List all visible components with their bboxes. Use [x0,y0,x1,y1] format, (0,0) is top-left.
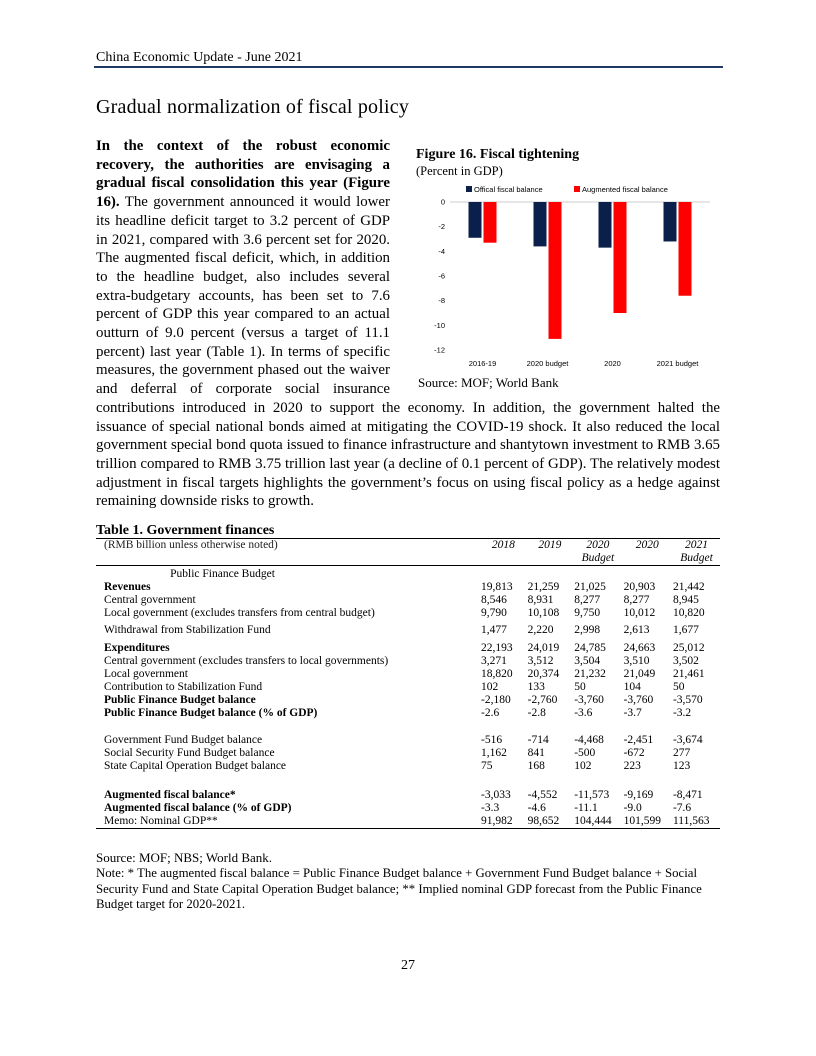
lead-sentence: In the context of the robust economic recovery, the authorities are envisaging a gradual fiscal consolidation this year (Figure 16). [96,138,390,211]
table-header-row [96,539,720,566]
cell-value: 102 [481,681,499,693]
cell-value: 22,193 [481,642,513,654]
table-row [96,694,720,707]
cell-value: -516 [481,734,503,746]
cell-value: -11.1 [574,802,598,814]
cell-value: 98,652 [526,815,573,829]
cell-value: 3,504 [574,655,601,667]
cell-value: 8,277 [623,594,650,606]
row-label: Central government (excludes transfers to local governments) [104,655,389,667]
cell-value: -7.6 [672,802,692,814]
cell-value: -2,760 [527,694,558,706]
header-rule [94,66,723,68]
column-header: 2020 Budget [572,539,621,566]
cell-value: 1,477 [481,624,507,636]
cell-value: -4,552 [527,789,558,801]
y-tick-label: -4 [438,246,445,256]
cell-value: 123 [672,760,691,772]
cell-value: -2,180 [481,694,511,706]
table-row [96,747,720,760]
page-number: 27 [401,958,415,973]
cell-value: 75 [481,760,493,772]
cell-value: 3,502 [672,655,699,667]
cell-value: 3,512 [527,655,554,667]
cell-value: 21,442 [672,581,705,593]
table-row [96,802,720,815]
y-tick-label: -2 [438,222,445,232]
y-tick-label: 0 [440,197,445,207]
column-header: 2020 [622,539,671,566]
cell-value: 20,903 [623,581,656,593]
x-tick-label: 2020 [604,359,621,368]
cell-value: 21,025 [574,581,606,593]
cell-value: 19,813 [481,581,513,593]
row-label: Social Security Fund Budget balance [104,747,275,759]
cell-value: -3,674 [672,734,703,746]
bar-augmented-fiscal-balance [549,202,562,339]
y-tick-label: -6 [438,271,445,281]
cell-value: 111,563 [671,815,720,829]
cell-value: -9.0 [623,802,642,814]
section-title: Gradual normalization of fiscal policy [96,96,410,118]
row-label: State Capital Operation Budget balance [104,760,287,772]
cell-value: 2,998 [574,624,601,636]
cell-value: -3,760 [574,694,604,706]
row-label: Augmented fiscal balance* [104,789,236,801]
cell-value: 8,546 [481,594,507,606]
cell-value: 10,012 [623,607,656,619]
table-note: Note: * The augmented fiscal balance = Public Finance Budget balance + Government Fund Budget balance + Social Security Fund and State Capital Operation Budget balance; ** Implied nominal GDP forecast from the Public Finance Budget target for 2020-2021. [96,866,702,911]
cell-value: 21,461 [672,668,705,680]
cell-value: 3,271 [481,655,507,667]
table-row [96,681,720,694]
x-tick-label: 2021 budget [656,359,699,368]
cell-value: 21,259 [527,581,560,593]
cell-value: 24,785 [574,642,606,654]
x-tick-label: 2020 budget [526,359,569,368]
figure-source: Source: MOF; World Bank [418,375,559,390]
cell-value: -672 [623,747,645,759]
legend-swatch [466,186,472,192]
row-label: Local government (excludes transfers from central budget) [104,607,375,619]
row-label: Local government [104,668,188,680]
cell-value: 104,444 [572,815,621,829]
bar-augmented-fiscal-balance [679,202,692,296]
table-row [96,815,720,829]
table-spacer [96,773,720,781]
cell-value: -3.2 [672,707,692,719]
cell-value: 8,277 [574,594,601,606]
chart-legend [466,185,668,194]
table-source: Source: MOF; NBS; World Bank. [96,850,273,865]
bar-augmented-fiscal-balance [614,202,627,313]
fiscal-balance-chart [410,180,720,375]
cell-value: 8,931 [527,594,554,606]
cell-value: -2.8 [527,707,546,719]
cell-value: -9,169 [623,789,654,801]
column-header: 2021 Budget [671,539,720,566]
table-row [96,637,720,655]
figure-subtitle: (Percent in GDP) [416,164,503,178]
table-section-row [96,566,720,582]
figure-title: Figure 16. Fiscal tightening [416,147,580,162]
table-row [96,655,720,668]
table-row [96,581,720,594]
cell-value: -3.3 [481,802,500,814]
row-label: Central government [104,594,196,606]
cell-value: 104 [623,681,641,693]
column-header: 2018 [479,539,526,566]
cell-value: -3.6 [574,707,593,719]
cell-value: 3,510 [623,655,650,667]
legend-label: Offical fiscal balance [474,185,543,194]
cell-value: -500 [574,747,596,759]
cell-value: -2.6 [481,707,500,719]
table-row [96,707,720,720]
running-header: China Economic Update - June 2021 [96,50,303,65]
cell-value: 101,599 [622,815,671,829]
cell-value: 223 [623,760,641,772]
cell-value: 25,012 [672,642,705,654]
government-finances-table [96,538,720,829]
cell-value: 8,945 [672,594,699,606]
chart-y-axis [434,198,445,355]
bar-offical-fiscal-balance [469,202,482,238]
cell-value: 24,019 [527,642,560,654]
bar-offical-fiscal-balance [599,202,612,248]
cell-value: -4,468 [574,734,604,746]
section-label: Public Finance Budget [170,568,275,580]
cell-value: 133 [527,681,545,693]
cell-value: -8,471 [672,789,703,801]
table-title: Table 1. Government finances [96,523,275,538]
cell-value: 2,613 [623,624,650,636]
bar-augmented-fiscal-balance [484,202,497,243]
cell-value: -11,573 [574,789,610,801]
cell-value: 21,232 [574,668,606,680]
table-row [96,607,720,620]
cell-value: 102 [574,760,592,772]
cell-value: 277 [672,747,691,759]
table-spacer [96,720,720,728]
cell-value: 18,820 [481,668,513,680]
table-row [96,728,720,747]
legend-label: Augmented fiscal balance [582,185,668,194]
row-label: Public Finance Budget balance [104,694,256,706]
chart-x-axis [469,359,700,368]
cell-value: -714 [527,734,549,746]
row-label: Withdrawal from Stabilization Fund [104,624,271,636]
cell-value: 1,162 [481,747,507,759]
row-label: Public Finance Budget balance (% of GDP) [104,707,318,719]
y-tick-label: -8 [438,296,445,306]
bar-offical-fiscal-balance [534,202,547,246]
column-header: 2019 [526,539,573,566]
row-label: Government Fund Budget balance [104,734,263,746]
cell-value: 50 [574,681,586,693]
y-tick-label: -10 [434,320,445,330]
cell-value: -3,033 [481,789,511,801]
y-tick-label: -12 [434,345,445,355]
cell-value: 1,677 [672,624,699,636]
paragraph-text: The government announced it would lower its headline deficit target to 3.2 percent of GDP in 2021, compared with 3.6 percent set for 2020. The augmented fiscal deficit, which, in addition to the headline budget, also includes several extra-budgetary accounts, has been set to 7.6 percent of GDP this year compared to an actual outturn of 9.0 percent (versus a target of 11.1 percent) last year (Table 1). In terms of specific measures, the government phased out the waiver and deferral of corporate social insurance contributions introduced in 2020 to support the economy. In addition, the government halted the issuance of special national bonds aimed at mitigating the COVID-19 shock. It also reduced the local government special bond quota issued to finance infrastructure and shantytown investment to RMB 3.65 trillion compared to RMB 3.75 trillion last year (a decline of 0.1 percent of GDP). The relatively modest adjustment in fiscal targets highlights the government’s focus on using fiscal policy as a hedge against remaining downside risks to growth. [96,194,720,510]
cell-value: 50 [672,681,685,693]
cell-value: 20,374 [527,668,560,680]
cell-value: -4.6 [527,802,546,814]
row-label: Contribution to Stabilization Fund [104,681,263,693]
table-row [96,760,720,773]
table-row [96,668,720,681]
cell-value: 168 [527,760,545,772]
cell-value: 841 [527,747,545,759]
cell-value: 2,220 [527,624,554,636]
cell-value: 9,790 [481,607,507,619]
row-label: Memo: Nominal GDP** [96,815,479,829]
cell-value: 10,108 [527,607,560,619]
cell-value: -2,451 [623,734,654,746]
cell-value: 21,049 [623,668,656,680]
cell-value: 9,750 [574,607,601,619]
table-row [96,781,720,802]
cell-value: -3,570 [672,694,703,706]
x-tick-label: 2016-19 [468,359,497,368]
cell-value: 24,663 [623,642,656,654]
table-row [96,620,720,637]
row-label: Revenues [104,581,151,593]
cell-value: 10,820 [672,607,705,619]
cell-value: -3,760 [623,694,654,706]
row-label: Augmented fiscal balance (% of GDP) [104,802,292,814]
legend-swatch [574,186,580,192]
chart-bars [450,202,710,339]
cell-value: 91,982 [479,815,526,829]
cell-value: -3.7 [623,707,642,719]
row-label: Expenditures [104,642,170,654]
table-unit-note: (RMB billion unless otherwise noted) [96,539,479,566]
table-row [96,594,720,607]
bar-offical-fiscal-balance [664,202,677,241]
